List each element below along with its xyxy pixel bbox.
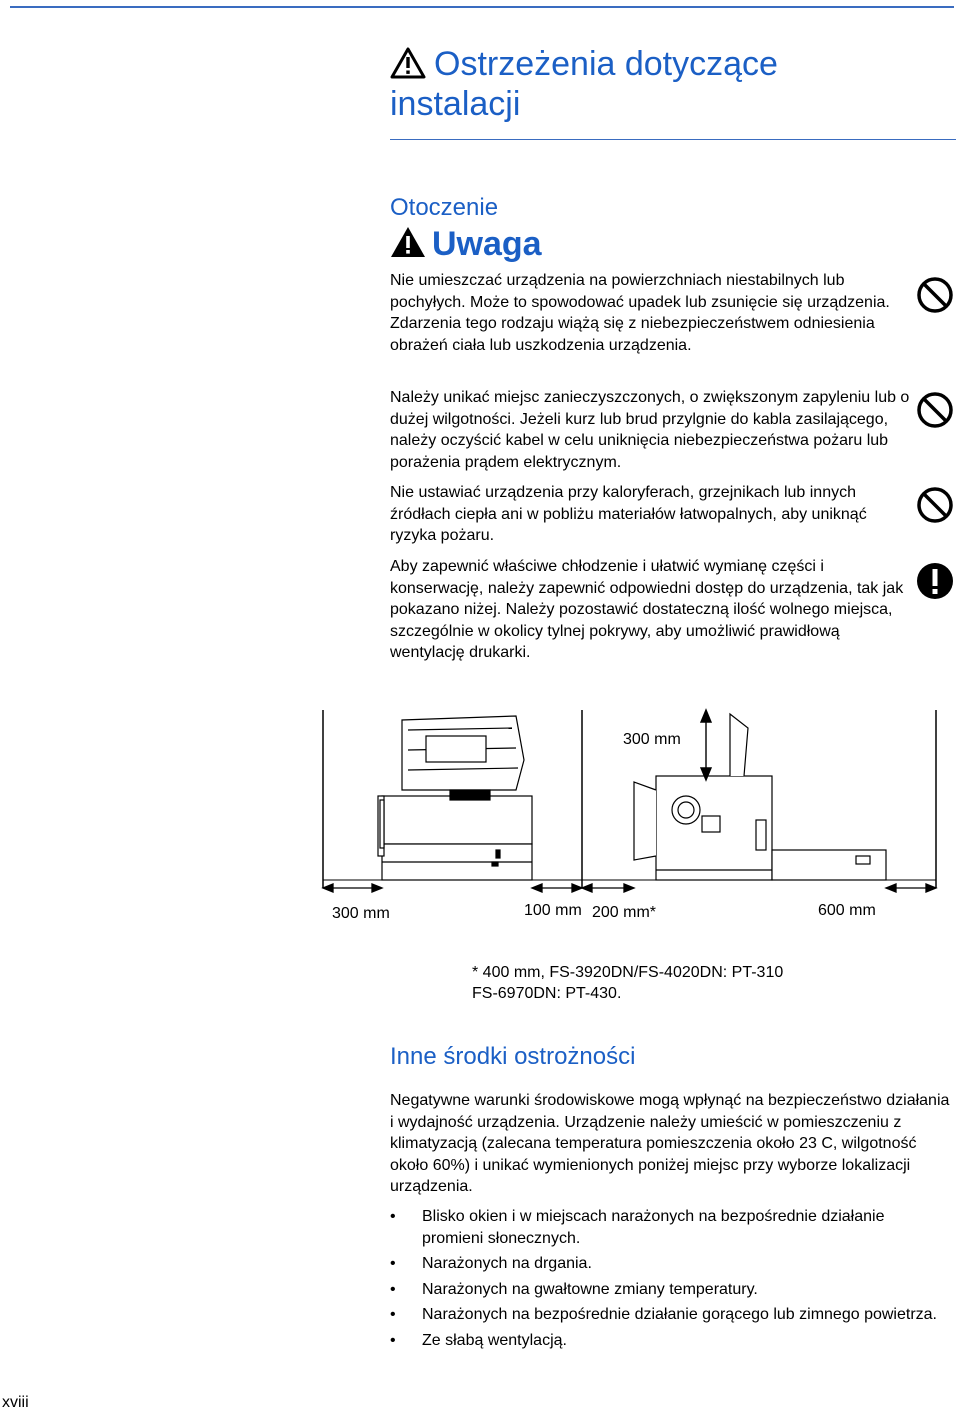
list-item [390,1279,950,1301]
mandatory-action-icon [916,562,954,600]
bullet: • [390,1280,396,1298]
printer-front-view [378,716,532,880]
list-item-text: Blisko okien i w miejscach narażonych na bezpośrednie działanie promieni słonecznych. [422,1208,885,1247]
paragraph-dust: Należy unikać miejsc zanieczyszczonych, o zwiększonym zapyleniu lub o dużej wilgotności. Jeżeli kurz lub brud przylgnie do kabla zasilającego, należy oczyścić kabel w celu uniknięcia niebezpieczeństwa pożaru lub porażenia prądem elektrycznym. [390,389,910,471]
list-item-text: Narażonych na bezpośrednie działanie gorącego lub zimnego powietrza. [422,1306,937,1323]
paragraph-ventilation: Aby zapewnić właściwe chłodzenie i ułatwić wymianę części i konserwację, należy zapewnić odpowiedni dostęp do urządzenia, tak jak pokazano niżej. Należy pozostawić dostateczną ilość wolnego miejsca, szczególnie w okolicy tylnej pokrywy, aby umożliwić prawidłową wentylację drukarki. [390,558,904,661]
paragraph-heat: Nie ustawiać urządzenia przy kaloryferach, grzejnikach lub innych źródłach ciepła ani w pobliżu materiałów łatwopalnych, aby uniknąć ryzyka pożaru. [390,484,867,544]
list-item [390,1253,950,1275]
list-item-text: Ze słabą wentylacją. [422,1331,567,1349]
prohibition-icon [916,276,954,314]
left-clearance-label: 300 mm [332,905,390,922]
warning-triangle-icon [390,47,426,79]
section-heading-other-precautions: Inne środki ostrożności [390,1043,636,1070]
diagram-footnote [472,962,783,1004]
page-title [390,44,910,124]
footnote-line-1: * 400 mm, FS-3920DN/FS-4020DN: PT-310 [472,964,784,981]
bullet: • [390,1306,396,1323]
title-divider [390,139,956,140]
caution-triangle-icon [390,226,426,258]
paragraph-intro: Negatywne warunki środowiskowe mogą wpłynąć na bezpieczeństwo działania i wydajność urządzenia. Urządzenie należy umieścić w pomieszczeniu z klimatyzacją (zalecana temperatura pomieszczenia około 23 C, wilgotność około 60%) i unikać wymienionych poniżej miejsc przy wyborze lokalizacji urządzenia. [390,1092,950,1195]
front-clearance-label: 100 mm [524,902,582,919]
avoid-locations-list [390,1206,950,1355]
prohibition-icon [916,391,954,429]
top-clearance-label: 300 mm [623,731,681,748]
caution-label: Uwaga [432,225,542,263]
list-item [390,1330,950,1352]
top-rule [10,6,954,8]
bullet: • [390,1331,396,1349]
page-title-text: Ostrzeżenia dotyczące instalacji [390,45,778,123]
caution-heading [390,224,542,264]
paragraph-stability: Nie umieszczać urządzenia na powierzchniach niestabilnych lub pochyłych. Może to spowodować upadek lub zsunięcie się urządzenia. Zdarzenia tego rodzaju wiążą się z niebezpieczeństwem odniesienia obrażeń ciała lub uszkodzenia urządzenia. [390,272,890,354]
list-item-text: Narażonych na drgania. [422,1255,592,1272]
top-clearance-arrow [701,710,711,780]
prohibition-icon [916,486,954,524]
dimension-arrows [323,884,936,892]
bullet: • [390,1208,396,1225]
footnote-line-2: FS-6970DN: PT-430. [472,985,622,1002]
list-item-text: Narażonych na gwałtowne zmiany temperatury. [422,1280,758,1298]
list-item [390,1206,950,1249]
side-clearance-label: 200 mm* [592,904,657,921]
list-item [390,1304,950,1326]
rear-clearance-label: 600 mm [818,902,876,919]
section-heading-environment: Otoczenie [390,194,499,221]
page-number: xviii [2,1394,29,1411]
bullet: • [390,1255,396,1272]
